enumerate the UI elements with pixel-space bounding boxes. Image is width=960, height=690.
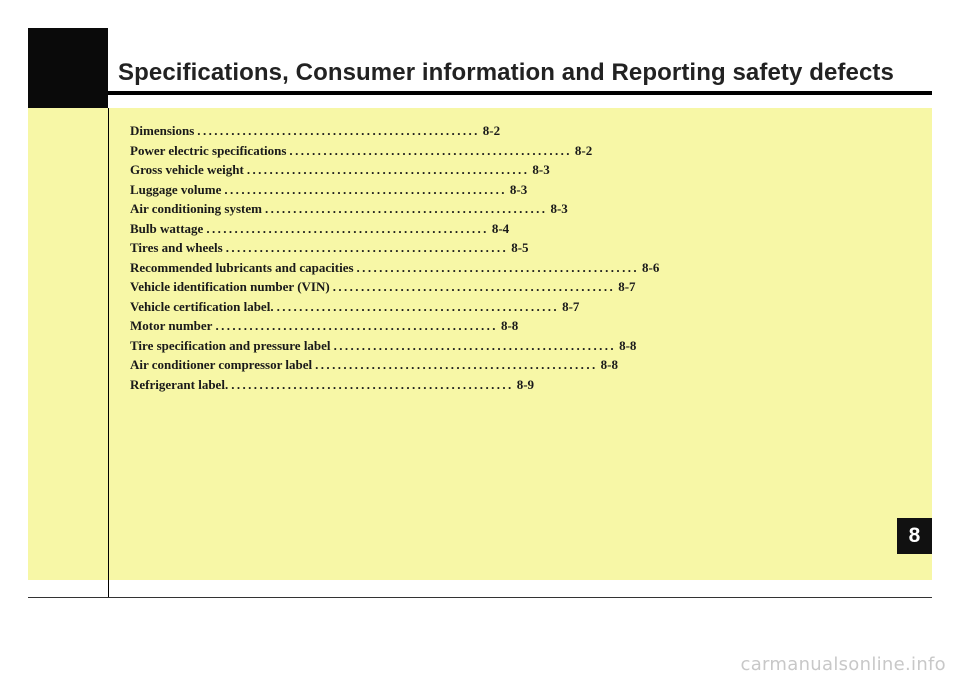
toc-entry-page: 8-3: [550, 201, 568, 216]
toc-entry-leader: ..................................................: [206, 220, 489, 236]
toc-entry-label: Vehicle identification number (VIN): [130, 279, 330, 294]
toc-entry-leader: ..................................................: [289, 142, 572, 158]
toc-entry-air-conditioning-system[interactable]: [130, 199, 568, 219]
toc-entry-label: Motor number: [130, 318, 213, 333]
toc-entry-label: Air conditioner compressor label: [130, 357, 313, 372]
toc-entry-label: Recommended lubricants and capacities: [130, 259, 354, 275]
toc-entry-page: 8-8: [600, 357, 618, 372]
toc-entry-label: Air conditioning system: [130, 201, 262, 216]
toc-entry-dimensions[interactable]: [130, 121, 501, 141]
toc-entry-page: 8-8: [500, 318, 519, 333]
toc-entry-leader: ..................................................: [276, 298, 560, 314]
toc-entry-refrigerant-label[interactable]: [130, 375, 535, 395]
toc-entry-label: Tire specification and pressure label: [130, 337, 331, 353]
toc-entry-label: Luggage volume: [130, 181, 222, 197]
table-of-contents: [130, 121, 660, 394]
toc-entry-vin[interactable]: [130, 277, 636, 297]
toc-entry-tire-pressure-label[interactable]: [130, 336, 637, 356]
toc-entry-page: 8-4: [491, 220, 510, 236]
toc-entry-compressor-label[interactable]: [130, 355, 618, 375]
toc-entry-label: Power electric specifications: [130, 142, 287, 158]
toc-entry-label: Tires and wheels: [130, 240, 223, 255]
title-underline: [108, 91, 932, 95]
toc-entry-leader: ..................................................: [333, 337, 617, 353]
toc-entry-leader: ..................................................: [197, 123, 480, 138]
watermark: carmanualsonline.info: [740, 654, 946, 675]
toc-entry-leader: ..................................................: [225, 240, 509, 255]
toc-entry-gross-vehicle-weight[interactable]: [130, 160, 550, 180]
toc-entry-label: Vehicle certification label.: [130, 298, 274, 314]
toc-entry-leader: ..................................................: [215, 318, 498, 333]
toc-entry-page: 8-3: [532, 162, 550, 177]
toc-entry-leader: ..................................................: [315, 357, 598, 372]
toc-entry-page: 8-7: [562, 298, 580, 314]
toc-entry-bulb-wattage[interactable]: [130, 219, 510, 239]
toc-entry-page: 8-8: [619, 337, 637, 353]
toc-entry-label: Bulb wattage: [130, 220, 204, 236]
toc-entry-leader: ..................................................: [332, 279, 616, 294]
toc-entry-page: 8-6: [642, 259, 660, 275]
chapter-header-block: [28, 28, 108, 108]
toc-entry-power-electric-specifications[interactable]: [130, 141, 593, 161]
toc-entry-label: Gross vehicle weight: [130, 162, 244, 177]
toc-entry-label: Dimensions: [130, 123, 195, 138]
toc-entry-page: 8-9: [516, 376, 535, 392]
page-title: Specifications, Consumer information and Reporting safety defects: [118, 59, 894, 86]
toc-entry-motor-number[interactable]: [130, 316, 519, 336]
margin-rule: [108, 108, 109, 597]
toc-entry-page: 8-7: [618, 279, 636, 294]
chapter-tab[interactable]: 8: [897, 518, 932, 554]
toc-entry-luggage-volume[interactable]: [130, 180, 528, 200]
toc-entry-leader: ..................................................: [224, 181, 507, 197]
toc-entry-leader: ..................................................: [246, 162, 530, 177]
toc-entry-label: Refrigerant label.: [130, 376, 229, 392]
toc-entry-leader: ..................................................: [356, 259, 640, 275]
toc-entry-page: 8-2: [482, 123, 501, 138]
toc-entry-page: 8-3: [509, 181, 528, 197]
toc-entry-leader: ..................................................: [264, 201, 548, 216]
toc-entry-vehicle-certification-label[interactable]: [130, 297, 580, 317]
toc-entry-page: 8-5: [511, 240, 529, 255]
toc-entry-recommended-lubricants[interactable]: [130, 258, 660, 278]
toc-entry-page: 8-2: [574, 142, 593, 158]
toc-entry-tires-and-wheels[interactable]: [130, 238, 529, 258]
footer-rule: [28, 597, 932, 598]
toc-entry-leader: ..................................................: [231, 376, 514, 392]
